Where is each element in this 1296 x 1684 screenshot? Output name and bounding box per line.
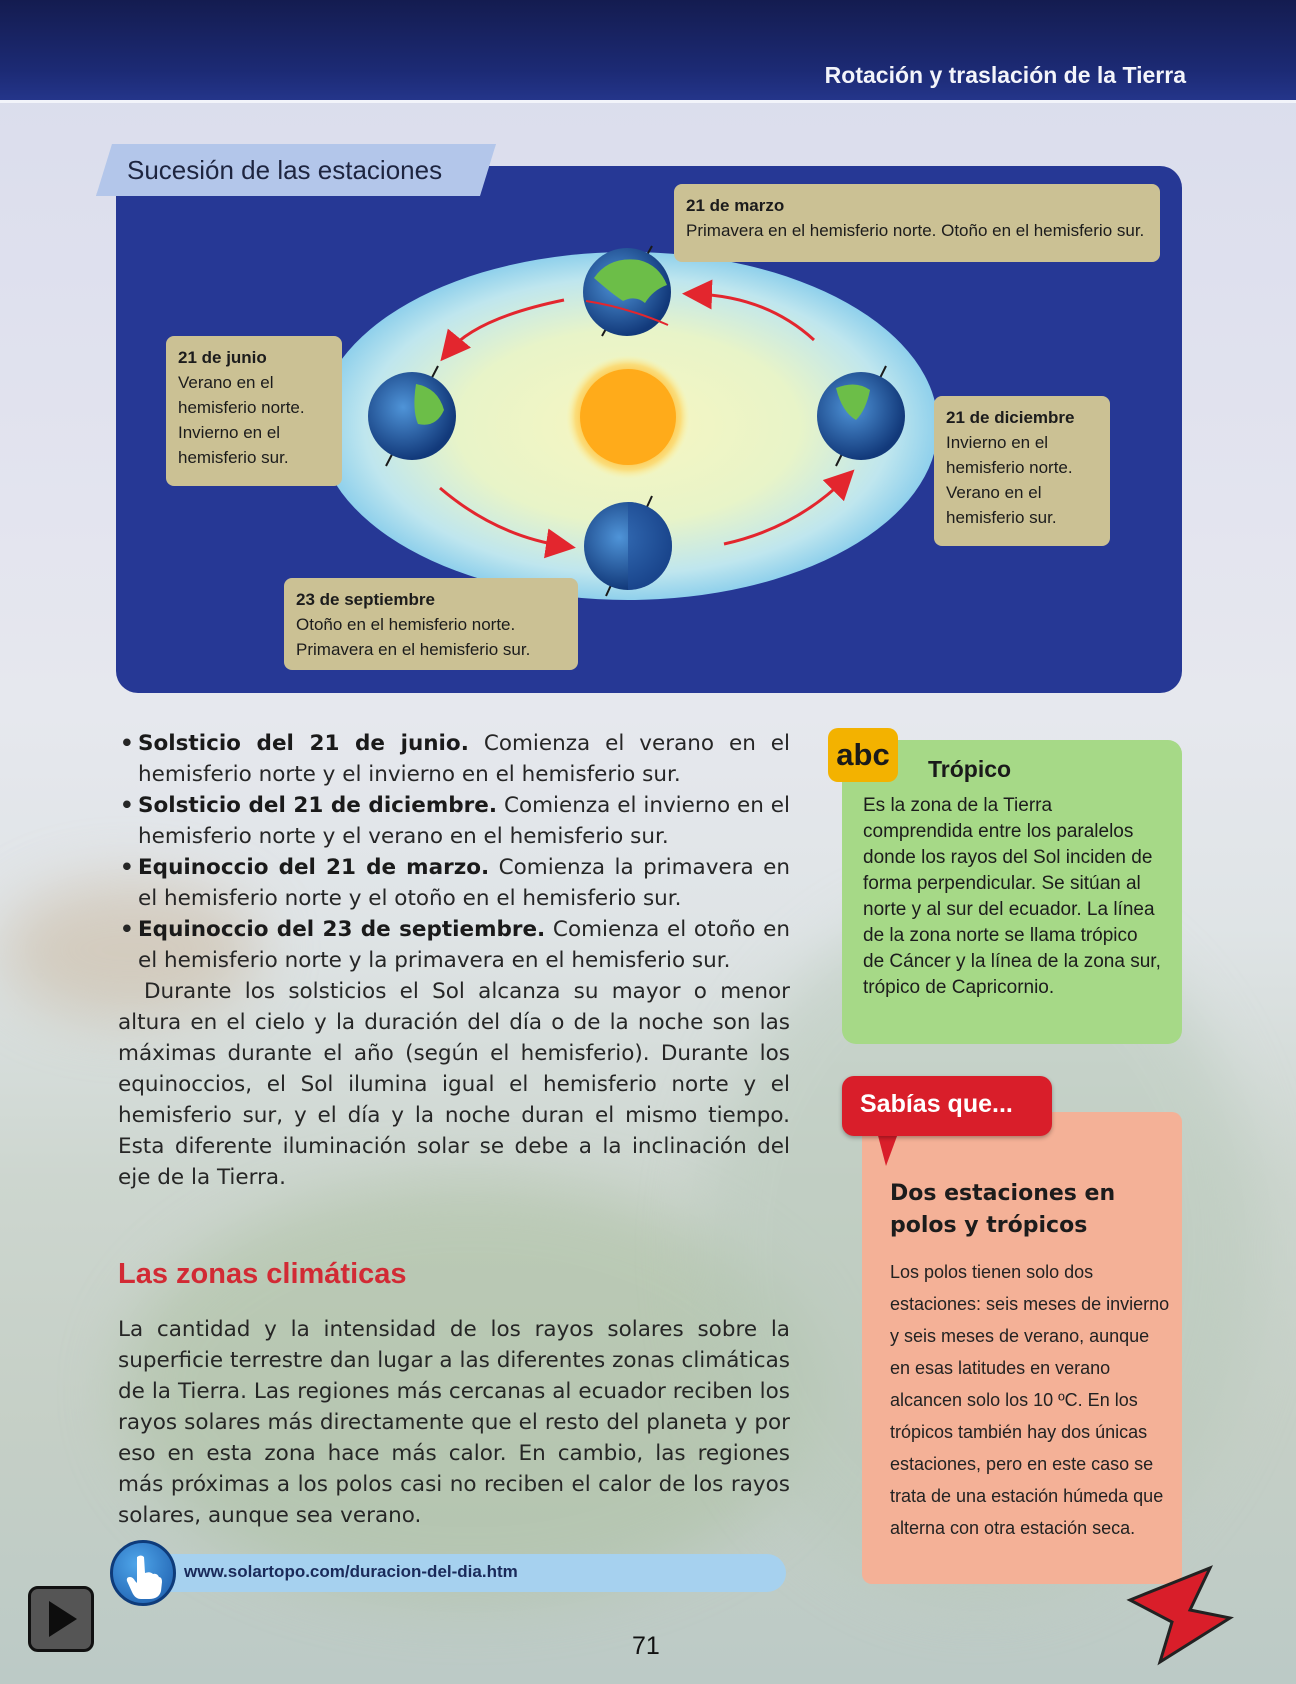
page-header-title: Rotación y traslación de la Tierra [824,62,1186,88]
list-item-term: Solsticio del 21 de junio. [138,731,469,756]
list-item-term: Equinoccio del 23 de septiembre. [138,917,546,942]
list-item-text: Comienza el verano en el hemisferio norte y el invierno en el hemisferio sur. [138,731,791,787]
list-item-text: Comienza la primavera en el hemisferio norte y el otoño en el hemisferio sur. [138,855,790,911]
list-item [118,790,790,852]
diagram-title: Sucesión de las estaciones [127,155,443,185]
season-date: 21 de marzo [686,196,785,215]
list-item [118,914,790,976]
seasons-paragraph: Durante los solsticios el Sol alcanza su mayor o menor altura en el cielo y la duración del día o de la noche son las máximas durante el año (según el hemisferio). Durante los equinoccios, el Sol ilumina igual el hemisferio norte y el hemisferio sur, y el día y la noche duran el mismo tiempo. Esta diferente iluminación solar se debe a la inclinación del eje de la Tierra. [118,979,790,1190]
list-item-text: Comienza el otoño en el hemisferio norte y la primavera en el hemisferio sur. [138,917,790,973]
climate-zones-paragraph: La cantidad y la intensidad de los rayos solares sobre la superficie terrestre dan lugar a las diferentes zonas climáticas de la Tierra. Las regiones más cercanas al ecuador reciben los rayos solares más directamente que el resto del planeta y por eso en esta zona hace más calor. En cambio, las regiones más próximas a los polos casi no reciben el calor de los rayos solares, aunque sea verano. [118,1317,790,1528]
season-box-june [166,336,342,486]
solstice-equinox-list [118,728,790,976]
list-item-text: Comienza el invierno en el hemisferio norte y el verano en el hemisferio sur. [138,793,790,849]
did-you-know-label: Sabías que... [860,1090,1013,1118]
list-item-term: Equinoccio del 21 de marzo. [138,855,490,880]
page-number: 71 [632,1632,660,1660]
season-date: 21 de diciembre [946,408,1075,427]
play-button[interactable] [28,1586,94,1652]
section-heading: Las zonas climáticas [118,1258,407,1290]
list-item [118,728,790,790]
glossary-term: Trópico [928,756,1012,782]
season-box-december [934,396,1110,546]
sun-core [580,369,676,465]
season-box-september [284,578,578,670]
play-icon [31,1589,91,1649]
season-date: 23 de septiembre [296,590,435,609]
season-date: 21 de junio [178,348,267,367]
pointing-hand-icon[interactable] [110,1540,176,1606]
glossary-badge: abc [828,728,898,782]
did-you-know-title: Dos estaciones en polos y trópicos [890,1181,1116,1238]
list-item [118,852,790,914]
corner-arrow-icon [1120,1560,1240,1670]
season-desc: Primavera en el hemisferio norte. Otoño en el hemisferio sur. [686,221,1145,240]
season-desc: Verano en el hemisferio norte. Invierno en el hemisferio sur. [178,373,305,467]
season-box-march [674,184,1160,262]
external-link[interactable]: www.solartopo.com/duracion-del-dia.htm [184,1562,518,1581]
season-desc: Invierno en el hemisferio norte. Verano en el hemisferio sur. [946,433,1073,527]
glossary-definition: Es la zona de la Tierra comprendida entre los paralelos donde los rayos del Sol inciden de forma perpendicular. Se sitúan al norte y al sur del ecuador. La línea de la zona norte se llama trópico de Cáncer y la línea de la zona sur, trópico de Capricornio. [863,795,1161,998]
list-item-term: Solsticio del 21 de diciembre. [138,793,498,818]
season-desc: Otoño en el hemisferio norte. Primavera en el hemisferio sur. [296,615,531,659]
did-you-know-text: Los polos tienen solo dos estaciones: seis meses de invierno y seis meses de verano, aunque en esas latitudes en verano alcancen solo los 10 ºC. En los trópicos también hay dos únicas estaciones, pero en este caso se trata de una estación húmeda que alterna con otra estación seca. [890,1262,1170,1538]
